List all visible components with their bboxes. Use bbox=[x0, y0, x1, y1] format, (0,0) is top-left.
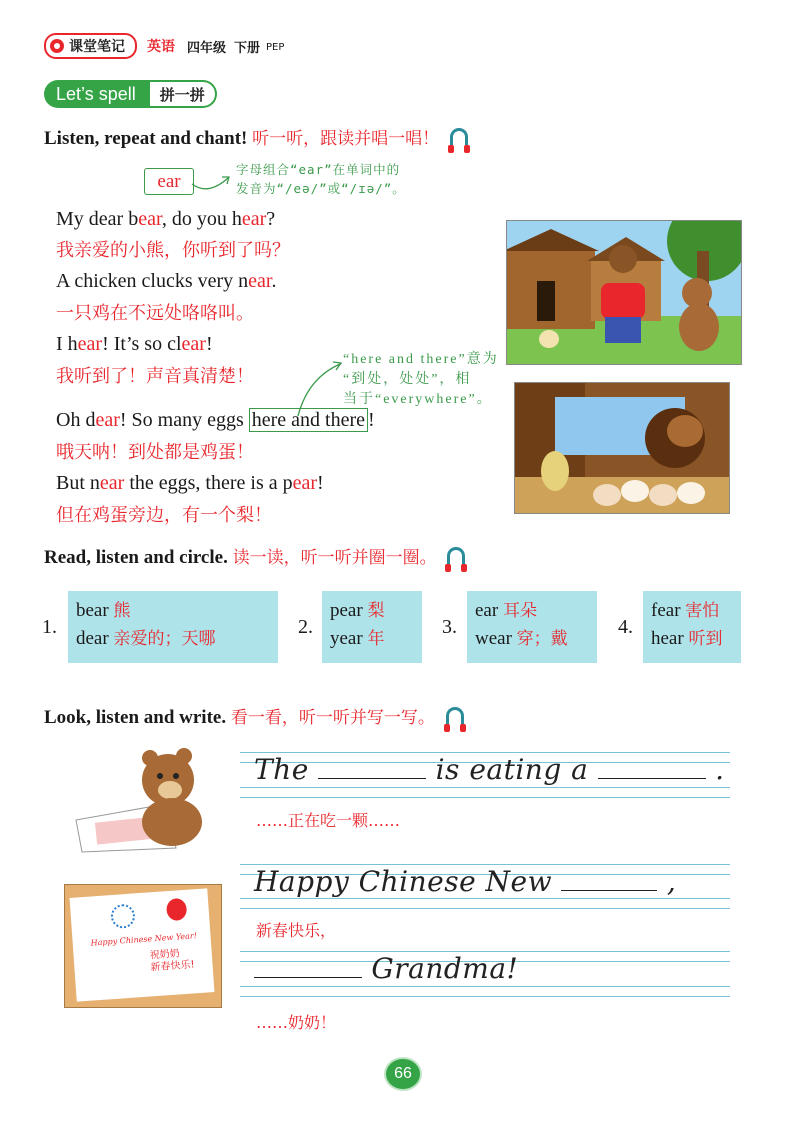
section-badge bbox=[44, 80, 217, 108]
ear-highlight: ear bbox=[248, 270, 272, 292]
chant-text: I h bbox=[56, 333, 78, 355]
audio-headphones-icon[interactable] bbox=[446, 707, 464, 725]
sentence-1-part-b: is eating a bbox=[435, 753, 589, 786]
circle-word-en: year bbox=[330, 628, 368, 649]
chant-text: , do you h bbox=[161, 208, 242, 230]
lantern-icon bbox=[166, 898, 187, 921]
circle-item-number: 4. bbox=[618, 616, 633, 638]
grade-label: 四年级 bbox=[187, 40, 227, 56]
sentence-1-end: . bbox=[715, 753, 725, 786]
chant-text: A chicken clucks very n bbox=[56, 270, 249, 292]
chant-text: ! It’s so cl bbox=[102, 333, 182, 355]
series-badge bbox=[44, 33, 137, 59]
write-instruction-en: Look, listen and write. bbox=[44, 707, 227, 728]
chant-line-en bbox=[56, 270, 276, 293]
pronunciation-note bbox=[236, 160, 406, 198]
circle-word-option[interactable] bbox=[475, 625, 589, 653]
circle-word-en: dear bbox=[76, 628, 114, 649]
phrase-highlight-box: here and there bbox=[249, 408, 368, 432]
series-logo-icon bbox=[50, 39, 64, 53]
ear-highlight: ear bbox=[77, 333, 103, 355]
chant-line-cn: 一只鸡在不远处咯咯叫。 bbox=[56, 303, 254, 324]
phrase-note-line2: “到处，处处”，相 bbox=[343, 372, 472, 387]
circle-word-cn: 亲爱的；天哪 bbox=[113, 629, 216, 649]
sentence-2-end: , bbox=[666, 865, 677, 898]
page-header bbox=[44, 34, 284, 58]
sentence-2-hint: 新春快乐， bbox=[256, 921, 337, 940]
write-sentence-3 bbox=[254, 952, 518, 985]
focus-letters-box: ear bbox=[144, 168, 194, 195]
write-sentence-1 bbox=[254, 753, 725, 786]
chant-text: My dear b bbox=[56, 208, 139, 230]
circle-word-cn: 梨 bbox=[367, 601, 385, 621]
chant-line-cn: 我亲爱的小熊，你听到了吗？ bbox=[56, 240, 290, 261]
chant-text: ! So many eggs bbox=[119, 409, 249, 431]
chant-line-en bbox=[56, 208, 275, 231]
ear-highlight: ear bbox=[241, 208, 267, 230]
circle-item-number: 3. bbox=[442, 616, 457, 638]
chant-line-en bbox=[56, 472, 324, 495]
chant-text: . bbox=[271, 270, 277, 292]
sentence-2-part-a: Happy Chinese New bbox=[254, 865, 553, 898]
chant-text: the eggs, there is a p bbox=[124, 472, 293, 494]
circle-item-box bbox=[467, 591, 597, 663]
circle-word-cn: 耳朵 bbox=[502, 601, 537, 621]
circle-item-box bbox=[68, 591, 278, 663]
circle-word-cn: 害怕 bbox=[685, 601, 720, 621]
page-number: 66 bbox=[384, 1057, 422, 1091]
circle-word-en: bear bbox=[76, 600, 114, 621]
sentence-1-blank-1[interactable] bbox=[318, 778, 426, 779]
card-greeting-cn-line1: 祝奶奶 bbox=[149, 948, 181, 962]
card-greeting-en: Happy Chinese New Year! bbox=[90, 931, 198, 948]
series-title: 课堂笔记 bbox=[69, 39, 125, 55]
audio-headphones-icon[interactable] bbox=[450, 128, 468, 146]
sentence-1-hint: ……正在吃一颗…… bbox=[256, 811, 401, 830]
note-arrow-icon bbox=[190, 172, 234, 194]
firework-icon bbox=[110, 903, 136, 929]
pronunciation-note-line2: 发音为“/eə/”或“/ɪə/”。 bbox=[236, 181, 406, 196]
section-title-cn: 拼一拼 bbox=[150, 80, 217, 108]
subject-label: 英语 bbox=[147, 39, 175, 55]
circle-item-number: 2. bbox=[298, 616, 313, 638]
card-greeting-cn bbox=[149, 947, 195, 974]
section-title-en: Let’s spell bbox=[44, 80, 150, 108]
circle-word-option[interactable] bbox=[76, 597, 270, 625]
sentence-1-blank-2[interactable] bbox=[598, 778, 706, 779]
edition-label: PEP bbox=[266, 42, 285, 53]
circle-word-option[interactable] bbox=[76, 625, 270, 653]
circle-item-box bbox=[643, 591, 741, 663]
circle-word-cn: 年 bbox=[367, 629, 385, 649]
sentence-1-part-a: The bbox=[254, 753, 309, 786]
write-sentence-2 bbox=[254, 865, 676, 898]
card-greeting-cn-line2: 新春快乐! bbox=[150, 959, 195, 974]
circle-instruction-cn: 读一读，听一听并圈一圈。 bbox=[232, 548, 437, 568]
write-instruction bbox=[44, 703, 464, 729]
chant-instruction-en: Listen, repeat and chant! bbox=[44, 128, 248, 149]
circle-word-option[interactable] bbox=[330, 625, 414, 653]
chant-text: ? bbox=[266, 208, 276, 230]
chant-text: ! bbox=[205, 333, 213, 355]
circle-word-en: hear bbox=[651, 628, 689, 649]
circle-word-cn: 听到 bbox=[688, 629, 723, 649]
ear-highlight: ear bbox=[95, 409, 120, 431]
phrase-note-line3: 当于“everywhere”。 bbox=[343, 392, 493, 407]
circle-word-option[interactable] bbox=[330, 597, 414, 625]
circle-word-en: wear bbox=[475, 628, 517, 649]
circle-instruction-en: Read, listen and circle. bbox=[44, 547, 228, 568]
volume-label: 下册 bbox=[234, 40, 261, 56]
ear-highlight: ear bbox=[138, 208, 162, 230]
chant-instruction bbox=[44, 124, 468, 150]
chant-line-en bbox=[56, 333, 213, 356]
phrase-note-arrow-icon bbox=[294, 358, 346, 420]
write-instruction-cn: 看一看，听一听并写一写。 bbox=[230, 708, 435, 728]
circle-word-cn: 熊 bbox=[113, 601, 131, 621]
chant-line-cn: 我听到了！声音真清楚！ bbox=[56, 366, 254, 387]
card-inner bbox=[70, 888, 215, 1001]
chant-instruction-cn: 听一听，跟读并唱一唱！ bbox=[252, 129, 440, 149]
chant-text: ! bbox=[317, 472, 324, 494]
chant-text: Oh d bbox=[56, 409, 96, 431]
phrase-note-line1: “here and there”意为 bbox=[343, 352, 499, 367]
chant-line-cn: 但在鸡蛋旁边，有一个梨！ bbox=[56, 505, 272, 526]
circle-word-option[interactable] bbox=[475, 597, 589, 625]
ear-highlight: ear bbox=[99, 472, 125, 494]
circle-instruction bbox=[44, 543, 465, 569]
sentence-3-blank[interactable] bbox=[254, 977, 362, 978]
circle-item-number: 1. bbox=[42, 616, 57, 638]
ear-highlight: ear bbox=[292, 472, 318, 494]
circle-word-en: pear bbox=[330, 600, 368, 621]
audio-headphones-icon[interactable] bbox=[447, 547, 465, 565]
illustration-greeting-card bbox=[64, 884, 222, 1008]
circle-word-option[interactable] bbox=[651, 597, 733, 625]
illustration-bears-farm bbox=[506, 220, 742, 365]
sentence-2-blank[interactable] bbox=[561, 890, 657, 891]
circle-word-en: ear bbox=[475, 600, 503, 621]
illustration-bear-drawing bbox=[72, 742, 222, 854]
circle-word-option[interactable] bbox=[651, 625, 733, 653]
circle-word-en: fear bbox=[651, 600, 686, 621]
chant-text: ! bbox=[368, 409, 375, 431]
illustration-bear-eggs bbox=[514, 382, 730, 514]
ear-highlight: ear bbox=[181, 333, 206, 355]
sentence-3-hint: ……奶奶！ bbox=[256, 1013, 337, 1032]
chant-line-cn: 哦天呐！到处都是鸡蛋！ bbox=[56, 442, 254, 463]
sentence-3-part-b: Grandma! bbox=[371, 952, 519, 985]
pronunciation-note-line1: 字母组合“ear”在单词中的 bbox=[236, 162, 401, 177]
phrase-note bbox=[343, 350, 499, 410]
circle-item-box bbox=[322, 591, 422, 663]
chant-text: But n bbox=[56, 472, 100, 494]
circle-word-cn: 穿；戴 bbox=[516, 629, 568, 649]
